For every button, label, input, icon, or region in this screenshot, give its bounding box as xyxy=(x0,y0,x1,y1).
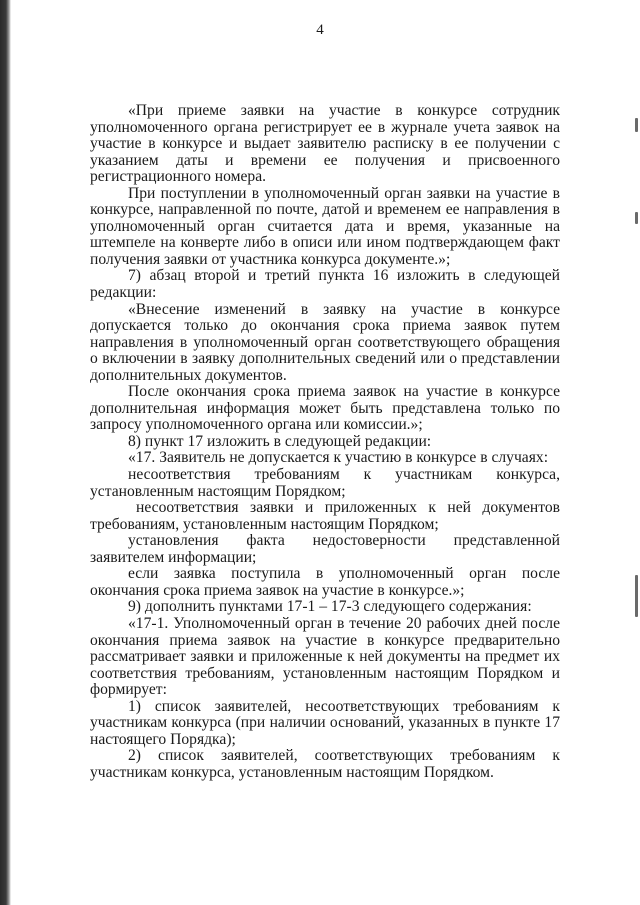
paragraph: установления факта недостоверности представленной заявителем информации; xyxy=(90,532,560,566)
paragraph: несоответствия заявки и приложенных к ней документов требованиям, установленным настоящим Порядком; xyxy=(90,499,560,533)
paragraph: если заявка поступила в уполномоченный орган после окончания срока приема заявок на участие в конкурсе.»; xyxy=(90,565,560,599)
paragraph: При поступлении в уполномоченный орган заявки на участие в конкурсе, направленной по почте, датой и временем ее направления в уполномоченный орган считается дата и время, указанные на штемпеле на конверте либо в описи или ином подтверждающем факт получения заявки от участника конкурса документе.»; xyxy=(90,184,560,268)
paragraph: «Внесение изменений в заявку на участие в конкурсе допускается только до окончания срока приема заявок путем направления в уполномоченный орган соответствующего обращения о включении в заявку дополнительных сведений или о представлении дополнительных документов. xyxy=(90,300,560,384)
page-number: 4 xyxy=(316,22,324,38)
paragraph: 8) пункт 17 изложить в следующей редакции: xyxy=(128,432,432,450)
paragraph: 9) дополнить пунктами 17-1 – 17-3 следующего содержания: xyxy=(128,598,532,616)
paragraph: 2) список заявителей, соответствующих требованиям к участникам конкурса, установленным настоящим Порядком. xyxy=(90,747,560,781)
document-body xyxy=(90,103,560,781)
paragraph: «17. Заявитель не допускается к участию в конкурсе в случаях: xyxy=(128,449,549,467)
scan-margin-mark xyxy=(635,575,638,617)
paragraph: «При приеме заявки на участие в конкурсе сотрудник уполномоченного органа регистрирует ее в журнале учета заявок на участие в конкурсе и выдает заявителю расписку в ее получении с указанием даты и времени ее получения и присвоенного регистрационного номера. xyxy=(90,102,560,186)
scan-margin-mark xyxy=(635,118,638,132)
scan-margin-mark xyxy=(635,212,638,224)
paragraph: 1) список заявителей, несоответствующих требованиям к участникам конкурса (при наличии оснований, указанных в пункте 17 настоящего Порядка); xyxy=(90,697,560,748)
paragraph: После окончания срока приема заявок на участие в конкурсе дополнительная информация может быть представлена только по запросу уполномоченного органа или комиссии.»; xyxy=(90,383,560,434)
paragraph: «17-1. Уполномоченный орган в течение 20 рабочих дней после окончания приема заявок на участие в конкурсе предварительно рассматривает заявки и приложенные к ней документы на предмет их соответствия требованиям, установленным настоящим Порядком и формирует: xyxy=(90,614,560,699)
paragraph: несоответствия требованиям к участникам конкурса, установленным настоящим Порядком; xyxy=(90,466,560,500)
paragraph: 7) абзац второй и третий пункта 16 изложить в следующей редакции: xyxy=(90,267,560,302)
scan-left-edge-shadow xyxy=(0,0,11,905)
